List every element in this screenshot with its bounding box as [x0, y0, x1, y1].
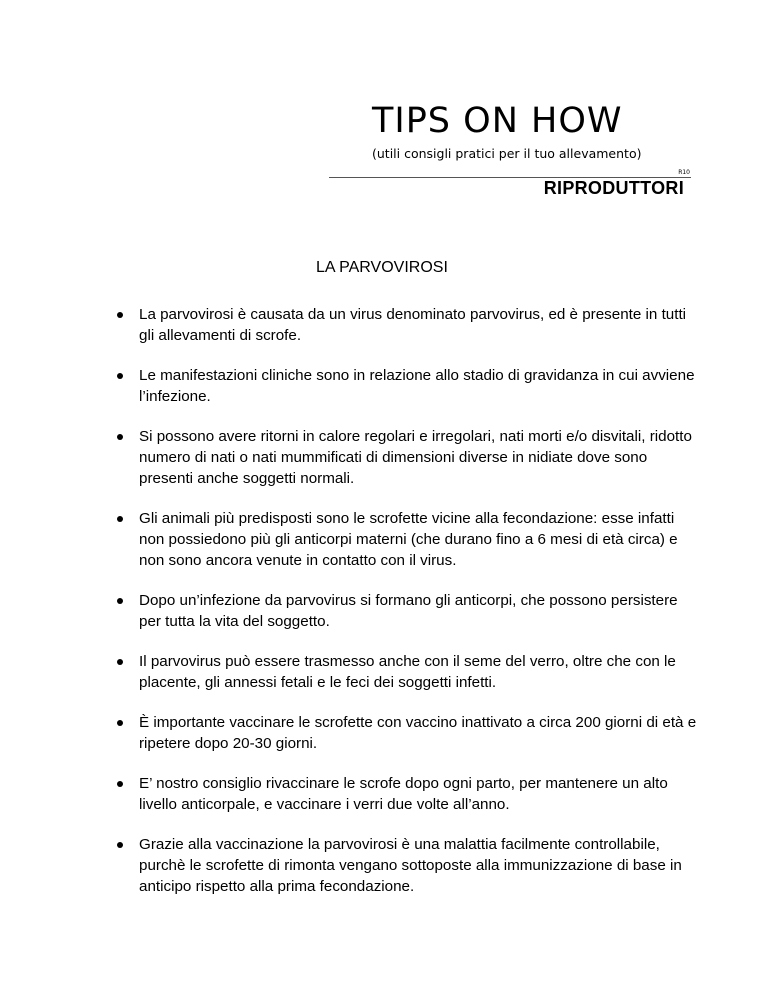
bullet-item — [115, 508, 700, 571]
bullet-dot-icon — [117, 842, 123, 848]
bullet-text: Si possono avere ritorni in calore regolari e irregolari, nati morti e/o disvitali, ridotto numero di nati o nati mummificati di dimensioni diverse in nidiate dove sono presenti anche soggetti normali. — [139, 428, 692, 487]
header-title: TIPS ON HOW — [372, 101, 623, 141]
document-code: R10 — [678, 169, 690, 176]
bullet-text: Il parvovirus può essere trasmesso anche con il seme del verro, oltre che con le placente, gli annessi fetali e le feci dei soggetti infetti. — [139, 653, 676, 691]
document-title: LA PARVOVIROSI — [316, 259, 448, 276]
bullet-item — [115, 834, 700, 897]
bullet-text: La parvovirosi è causata da un virus denominato parvovirus, ed è presente in tutti gli allevamenti di scrofe. — [139, 306, 687, 344]
bullet-dot-icon — [117, 434, 123, 440]
bullet-text: Gli animali più predisposti sono le scrofette vicine alla fecondazione: esse infatti non possiedono più gli anticorpi materni (che durano fino a 6 mesi di età circa) e non sono ancora venute in contatto con il virus. — [139, 510, 678, 569]
bullet-dot-icon — [117, 720, 123, 726]
bullet-item — [115, 651, 700, 693]
bullet-text: Dopo un’infezione da parvovirus si formano gli anticorpi, che possono persistere per tutta la vita del soggetto. — [139, 592, 678, 630]
section-label: RIPRODUTTORI — [543, 178, 684, 198]
bullet-item — [115, 712, 700, 754]
header-subtitle: (utili consigli pratici per il tuo allevamento) — [372, 146, 642, 161]
bullet-text: E’ nostro consiglio rivaccinare le scrofe dopo ogni parto, per mantenere un alto livello anticorpale, e vaccinare i verri due volte all’anno. — [139, 775, 668, 813]
bullet-dot-icon — [117, 659, 123, 665]
bullet-text: Le manifestazioni cliniche sono in relazione allo stadio di gravidanza in cui avviene l’infezione. — [139, 367, 695, 405]
bullet-text: È importante vaccinare le scrofette con vaccino inattivato a circa 200 giorni di età e ripetere dopo 20-30 giorni. — [139, 714, 697, 752]
bullet-item — [115, 426, 700, 489]
bullet-item — [115, 773, 700, 815]
bullet-dot-icon — [117, 516, 123, 522]
bullet-list — [115, 304, 700, 916]
bullet-item — [115, 365, 700, 407]
bullet-dot-icon — [117, 373, 123, 379]
bullet-dot-icon — [117, 312, 123, 318]
bullet-text: Grazie alla vaccinazione la parvovirosi è una malattia facilmente controllabile, purchè le scrofette di rimonta vengano sottoposte alla immunizzazione di base in anticipo rispetto alla prima fecondazione. — [139, 836, 682, 895]
bullet-dot-icon — [117, 781, 123, 787]
bullet-item — [115, 304, 700, 346]
bullet-dot-icon — [117, 598, 123, 604]
bullet-item — [115, 590, 700, 632]
